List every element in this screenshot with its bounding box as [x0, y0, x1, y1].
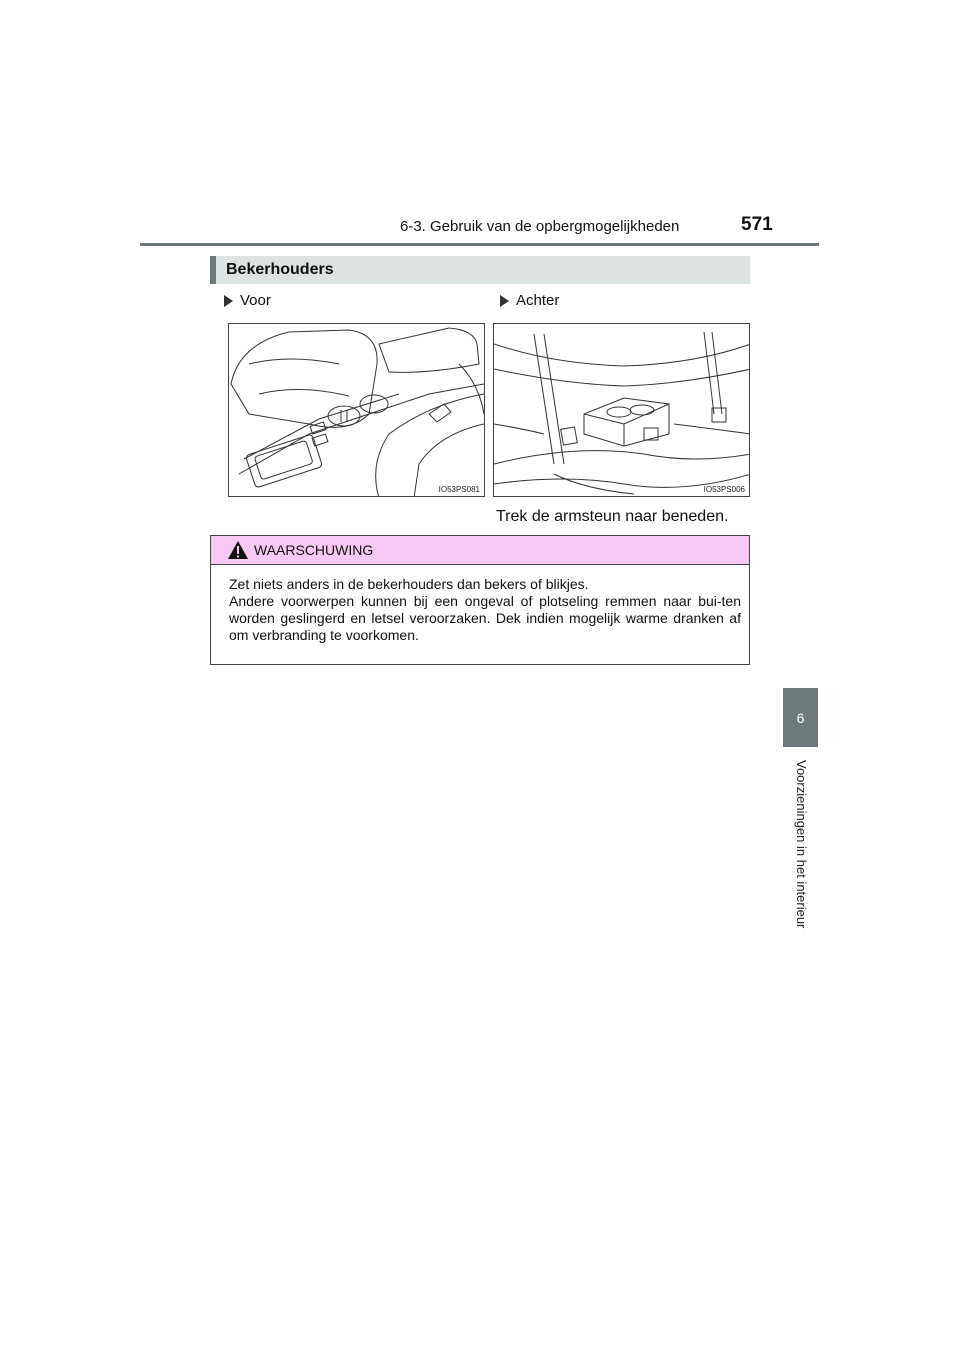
figure-label-front-text: Voor: [240, 292, 271, 309]
figure-label-front: [224, 292, 271, 309]
rear-armrest-illustration: [494, 324, 750, 497]
section-heading-bar: [210, 256, 750, 284]
warning-header: [211, 536, 749, 565]
figure-label-rear: [500, 292, 559, 309]
bullet-triangle-icon: [224, 295, 233, 307]
page-number: 571: [741, 214, 773, 235]
bullet-triangle-icon: [500, 295, 509, 307]
figure-code-front: IO53PS081: [438, 485, 480, 494]
figure-code-rear: IO53PS006: [703, 485, 745, 494]
figure-label-rear-text: Achter: [516, 292, 560, 309]
warning-line: Zet niets anders in de bekerhouders dan bekers of blikjes.: [229, 576, 589, 592]
warning-triangle-icon: [227, 540, 249, 560]
figure-front-cupholder: [228, 323, 485, 497]
warning-title: WAARSCHUWING: [254, 542, 374, 558]
front-console-illustration: [229, 324, 485, 497]
chapter-title-text: Voorzieningen in het interieur: [793, 760, 809, 929]
figure-rear-cupholder: [493, 323, 750, 497]
section-accent: [210, 256, 216, 284]
warning-box: [210, 535, 750, 665]
chapter-title-vertical: [783, 760, 818, 960]
chapter-tab: 6: [783, 688, 818, 747]
warning-body: [229, 576, 741, 644]
figure-caption: Trek de armsteun naar beneden.: [496, 508, 729, 525]
warning-line: Andere voorwerpen kunnen bij een ongeval of plotseling remmen naar bui-ten worden geslingerd en letsel veroorzaken. Dek indien mogelijk warme dranken af om verbranding te voorkomen.: [229, 593, 741, 643]
section-title: Bekerhouders: [226, 261, 334, 278]
running-header: 6-3. Gebruik van de opbergmogelijkheden: [400, 218, 680, 235]
header-divider: [140, 243, 819, 246]
